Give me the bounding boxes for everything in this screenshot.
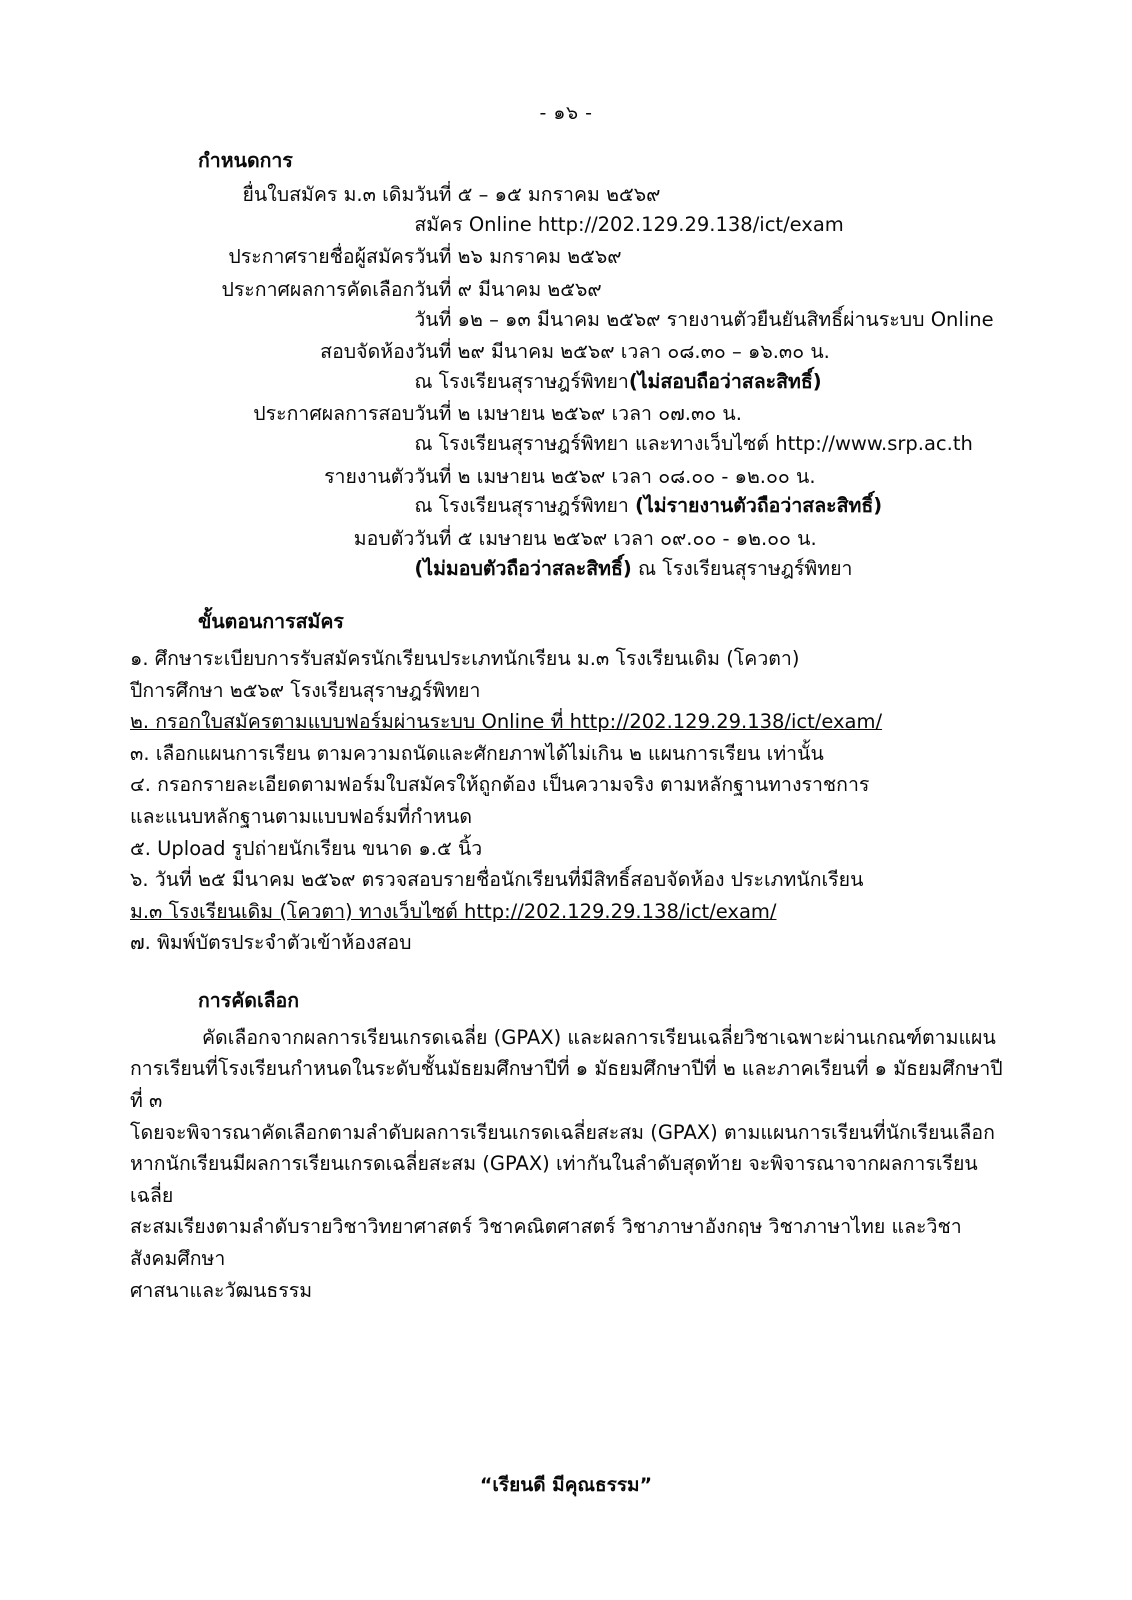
schedule-line: วันที่ ๒๖ มกราคม ๒๕๖๙: [414, 245, 622, 269]
application-link-6[interactable]: ม.๓ โรงเรียนเดิม (โควตา) ทางเว็บไซต์ http://202.129.29.138/ict/exam/: [130, 899, 777, 923]
schedule-value: [414, 180, 1010, 242]
application-steps-heading: ขั้นตอนการสมัคร: [198, 610, 344, 634]
list-item: ๖. วันที่ ๒๕ มีนาคม ๒๕๖๙ ตรวจสอบรายชื่อนักเรียนที่มีสิทธิ์สอบจัดห้อง ประเภทนักเรียน: [130, 868, 864, 892]
schedule-line: [414, 491, 1010, 521]
schedule-label: สอบจัดห้อง: [320, 340, 415, 364]
list-item-continuation: ปีการศึกษา ๒๕๖๙ โรงเรียนสุราษฎร์พิทยา: [130, 678, 481, 702]
schedule-value: [414, 275, 1010, 337]
document-content: [130, 145, 1010, 1306]
schedule-value: [414, 524, 1010, 586]
schedule-line: วันที่ ๒๙ มีนาคม ๒๕๖๙ เวลา ๐๘.๓๐ – ๑๖.๓๐ น.: [414, 340, 830, 364]
schedule-line: วันที่ ๒ เมษายน ๒๕๖๙ เวลา ๐๘.๐๐ - ๑๒.๐๐ น.: [414, 464, 816, 488]
schedule-line-emphasis: (ไม่มอบตัวถือว่าสละสิทธิ์): [414, 556, 632, 580]
schedule-label: ประกาศผลการสอบ: [253, 402, 415, 426]
table-row: [220, 275, 1010, 337]
schedule-line-emphasis: (ไม่สอบถือว่าสละสิทธิ์): [628, 369, 822, 393]
schedule-line: วันที่ ๕ – ๑๕ มกราคม ๒๕๖๙: [414, 183, 661, 206]
schedule-heading: กำหนดการ: [198, 149, 293, 172]
list-item: [130, 706, 1010, 738]
schedule-line-emphasis: (ไม่รายงานตัวถือว่าสละสิทธิ์): [635, 494, 883, 518]
schedule-line-text: ณ โรงเรียนสุราษฎร์พิทยา: [414, 369, 629, 393]
list-item-continuation: [130, 896, 1010, 928]
table-row: [220, 242, 1010, 275]
schedule-value: [414, 242, 1010, 275]
schedule-line: สมัคร Online http://202.129.29.138/ict/exam: [414, 212, 844, 236]
schedule-line-text: ณ โรงเรียนสุราษฎร์พิทยา: [631, 556, 853, 580]
schedule-value: [414, 399, 1010, 461]
schedule-line: วันที่ ๑๒ – ๑๓ มีนาคม ๒๕๖๙ รายงานตัวยืนยันสิทธิ์ผ่านระบบ Online: [414, 307, 994, 331]
list-item-continuation: และแนบหลักฐานตามแบบฟอร์มที่กำหนด: [130, 805, 473, 829]
paragraph-line: สะสมเรียงตามลำดับรายวิชาวิทยาศาสตร์ วิชาคณิตศาสตร์ วิชาภาษาอังกฤษ วิชาภาษาไทย และวิชาสังคมศึกษา: [130, 1215, 962, 1270]
schedule-line: [414, 554, 1010, 584]
schedule-line: วันที่ ๙ มีนาคม ๒๕๖๙: [414, 277, 602, 301]
paragraph-line: การเรียนที่โรงเรียนกำหนดในระดับชั้นมัธยมศึกษาปีที่ ๑ มัธยมศึกษาปีที่ ๒ และภาคเรียนที่ ๑ มัธยมศึกษาปีที่ ๓: [130, 1057, 1003, 1113]
schedule-label: ประกาศผลการคัดเลือก: [221, 277, 415, 301]
table-row: [220, 399, 1010, 461]
application-link-2[interactable]: ๒. กรอกใบสมัครตามแบบฟอร์มผ่านระบบ Online ที่ http://202.129.29.138/ict/exam/: [130, 710, 883, 734]
list-item: ๔. กรอกรายละเอียดตามฟอร์มใบสมัครให้ถูกต้อง เป็นความจริง ตามหลักฐานทางราชการ: [130, 773, 870, 797]
footer-motto: “เรียนดี มีคุณธรรม”: [479, 1474, 653, 1496]
schedule-line: ณ โรงเรียนสุราษฎร์พิทยา และทางเว็บไซต์ http://www.srp.ac.th: [414, 432, 973, 455]
paragraph-line: หากนักเรียนมีผลการเรียนเกรดเฉลี่ยสะสม (GPAX) เท่ากันในลำดับสุดท้าย จะพิจารณาจากผลการเรียนเฉลี่ย: [130, 1152, 978, 1207]
page-number: - ๑๖ -: [539, 102, 593, 124]
table-row: [220, 524, 1010, 586]
paragraph-line: คัดเลือกจากผลการเรียนเกรดเฉลี่ย (GPAX) และผลการเรียนเฉลี่ยวิชาเฉพาะผ่านเกณฑ์ตามแผน: [202, 1025, 996, 1049]
table-row: [220, 462, 1010, 524]
paragraph-line: ศาสนาและวัฒนธรรม: [130, 1278, 313, 1302]
schedule-value: [414, 462, 1010, 524]
schedule-line: วันที่ ๕ เมษายน ๒๕๖๙ เวลา ๐๙.๐๐ - ๑๒.๐๐ น.: [414, 526, 817, 550]
schedule-label: ยื่นใบสมัคร ม.๓ เดิม: [242, 183, 415, 206]
selection-heading: การคัดเลือก: [198, 988, 300, 1012]
schedule-line: [414, 367, 1010, 397]
schedule-line: วันที่ ๒ เมษายน ๒๕๖๙ เวลา ๐๗.๓๐ น.: [414, 402, 742, 426]
list-item: ๗. พิมพ์บัตรประจำตัวเข้าห้องสอบ: [130, 931, 412, 955]
list-item: ๓. เลือกแผนการเรียน ตามความถนัดและศักยภาพได้ไม่เกิน ๒ แผนการเรียน เท่านั้น: [130, 741, 824, 765]
paragraph-line: โดยจะพิจารณาคัดเลือกตามลำดับผลการเรียนเกรดเฉลี่ยสะสม (GPAX) ตามแผนการเรียนที่นักเรียนเลือก: [130, 1120, 995, 1144]
table-row: [220, 337, 1010, 399]
list-item: ๕. Upload รูปถ่ายนักเรียน ขนาด ๑.๕ นิ้ว: [130, 836, 483, 860]
table-row: [220, 180, 1010, 242]
schedule-label: ประกาศรายชื่อผู้สมัคร: [228, 245, 415, 269]
schedule-value: [414, 337, 1010, 399]
schedule-line-text: ณ โรงเรียนสุราษฎร์พิทยา: [414, 494, 636, 518]
schedule-label: รายงานตัว: [324, 464, 415, 488]
schedule-label: มอบตัว: [353, 526, 415, 550]
selection-body: [130, 1022, 1010, 1306]
list-item: ๑. ศึกษาระเบียบการรับสมัครนักเรียนประเภทนักเรียน ม.๓ โรงเรียนเดิม (โควตา): [130, 647, 800, 671]
application-steps-body: [130, 643, 1010, 959]
schedule-table: [220, 180, 1010, 586]
